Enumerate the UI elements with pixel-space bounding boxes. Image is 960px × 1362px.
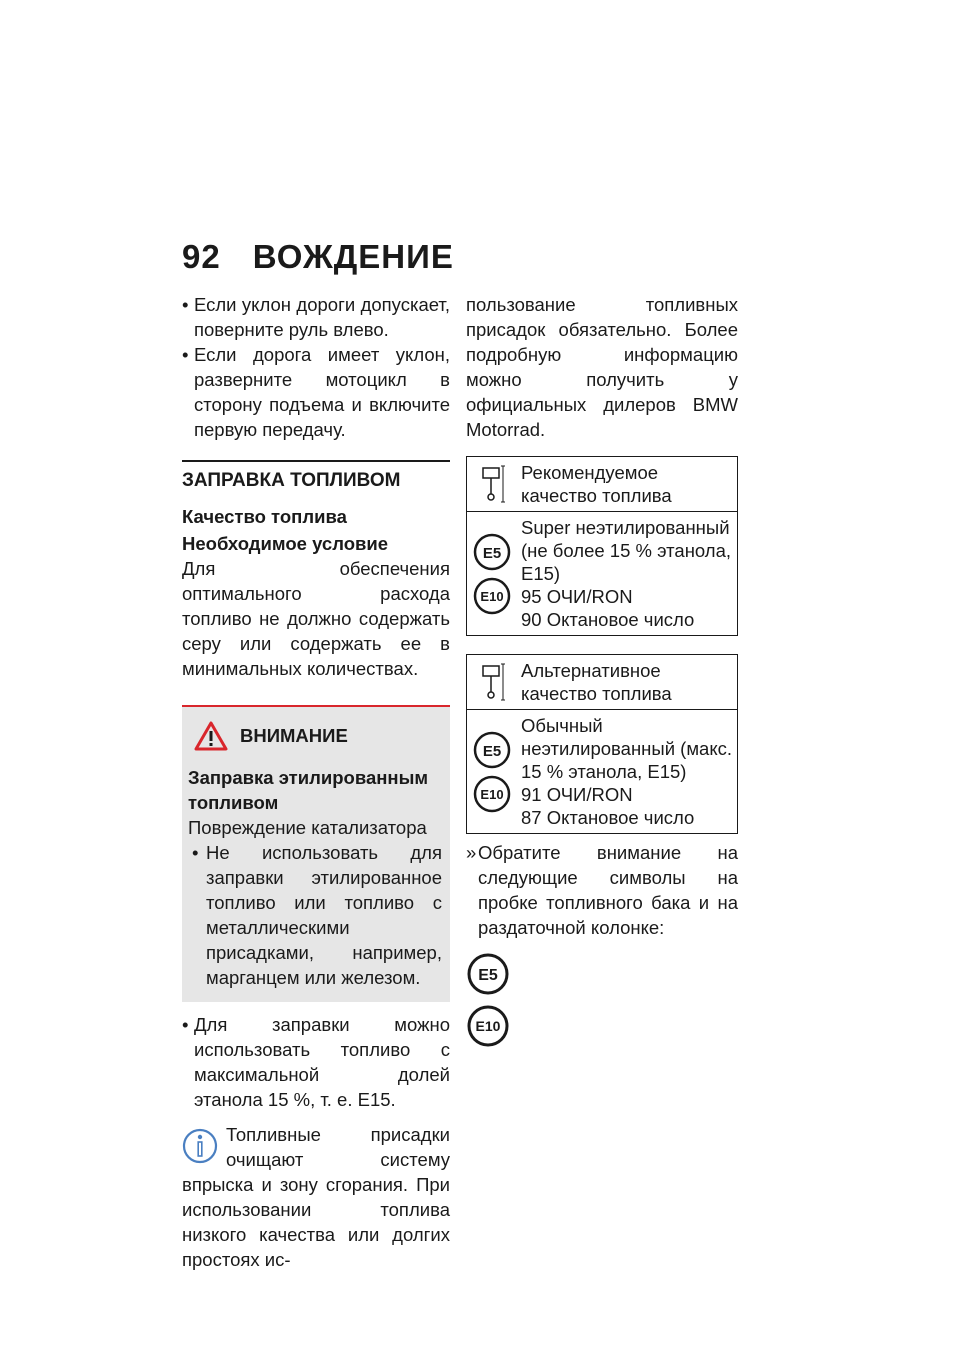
e5-badge-icon [472, 532, 512, 572]
list-item: • Если уклон дороги допускает, поверните руль влево. [182, 294, 450, 340]
table-row [467, 709, 737, 833]
svg-text:E10: E10 [480, 588, 504, 604]
warning-header [194, 721, 442, 751]
right-column [466, 292, 738, 1048]
instruction-item: » Обратите внимание на следующие символы на пробке топливного бака и на раздаточной колонке: [466, 842, 738, 938]
table-row [467, 511, 737, 635]
table-row [467, 457, 737, 511]
e5-symbol-icon [466, 952, 510, 996]
info-icon [182, 1126, 218, 1166]
section-title: ЗАПРАВКА ТОПЛИВОМ [182, 470, 401, 491]
left-column [182, 292, 450, 1272]
fuel-pump-icon [477, 464, 507, 504]
subtitle-requirement: Необходимое условие [182, 533, 389, 554]
warning-box [182, 705, 450, 1002]
requirement-text: Для обеспечения оптимального расхода топливо не должно содержать серу или содержать ее в минимальных количествах. [182, 558, 450, 679]
warning-heading: Заправка этилированным топливом [188, 767, 429, 813]
fuel-pump-icon [477, 662, 507, 702]
svg-text:E10: E10 [475, 1018, 501, 1034]
info-text: Топливные присадки очищают систему впрыска и зону сгорания. При использовании топлива низкого качества или долгих простоях ис- [182, 1124, 450, 1270]
section-divider [182, 460, 450, 462]
warning-label: ВНИМАНИЕ [240, 725, 348, 746]
info-note [182, 1122, 450, 1272]
svg-text:E5: E5 [482, 742, 502, 760]
subtitle-fuel-quality: Качество топлива [182, 506, 347, 527]
svg-text:E5: E5 [478, 967, 498, 984]
fuel-table-alternative [466, 654, 738, 834]
continued-text: пользование топливных присадок обязательно. Более подробную информацию можно получить у официальных дилеров BMW Motorrad. [466, 294, 738, 440]
list-item: • Для заправки можно использовать топливо с максимальной долей этанола 15 %, т. е. E15. [182, 1014, 450, 1110]
table-value-cell: Super неэтилированный (не более 15 % этанола, E15) 95 ОЧИ/RON 90 Октановое число [521, 517, 732, 630]
fuel-table-recommended [466, 456, 738, 636]
page-number: 92 [182, 238, 221, 275]
warning-consequence: Повреждение катализатора [188, 817, 427, 838]
svg-text:E10: E10 [480, 786, 504, 802]
e10-badge-icon [472, 576, 512, 616]
svg-text:E5: E5 [482, 544, 502, 562]
page-header [182, 238, 454, 276]
page-title: ВОЖДЕНИЕ [252, 238, 454, 275]
warning-triangle-icon [194, 721, 228, 751]
table-value-cell: Обычный неэтилированный (макс. 15 % этанола, E15) 91 ОЧИ/RON 87 Октановое число [521, 715, 733, 828]
e10-badge-icon [472, 774, 512, 814]
e10-symbol-icon [466, 1004, 510, 1048]
warning-bullet: • Не использовать для заправки этилированное топливо или топливо с металлическими присадками, например, марганцем или железом. [192, 842, 442, 988]
table-row [467, 655, 737, 709]
table-header-cell: Альтернативное качество топлива [521, 660, 672, 704]
list-item: • Если дорога имеет уклон, разверните мотоцикл в сторону подъема и включите первую передачу. [182, 344, 450, 440]
e5-badge-icon [472, 730, 512, 770]
table-header-cell: Рекомендуемое качество топлива [521, 462, 672, 506]
